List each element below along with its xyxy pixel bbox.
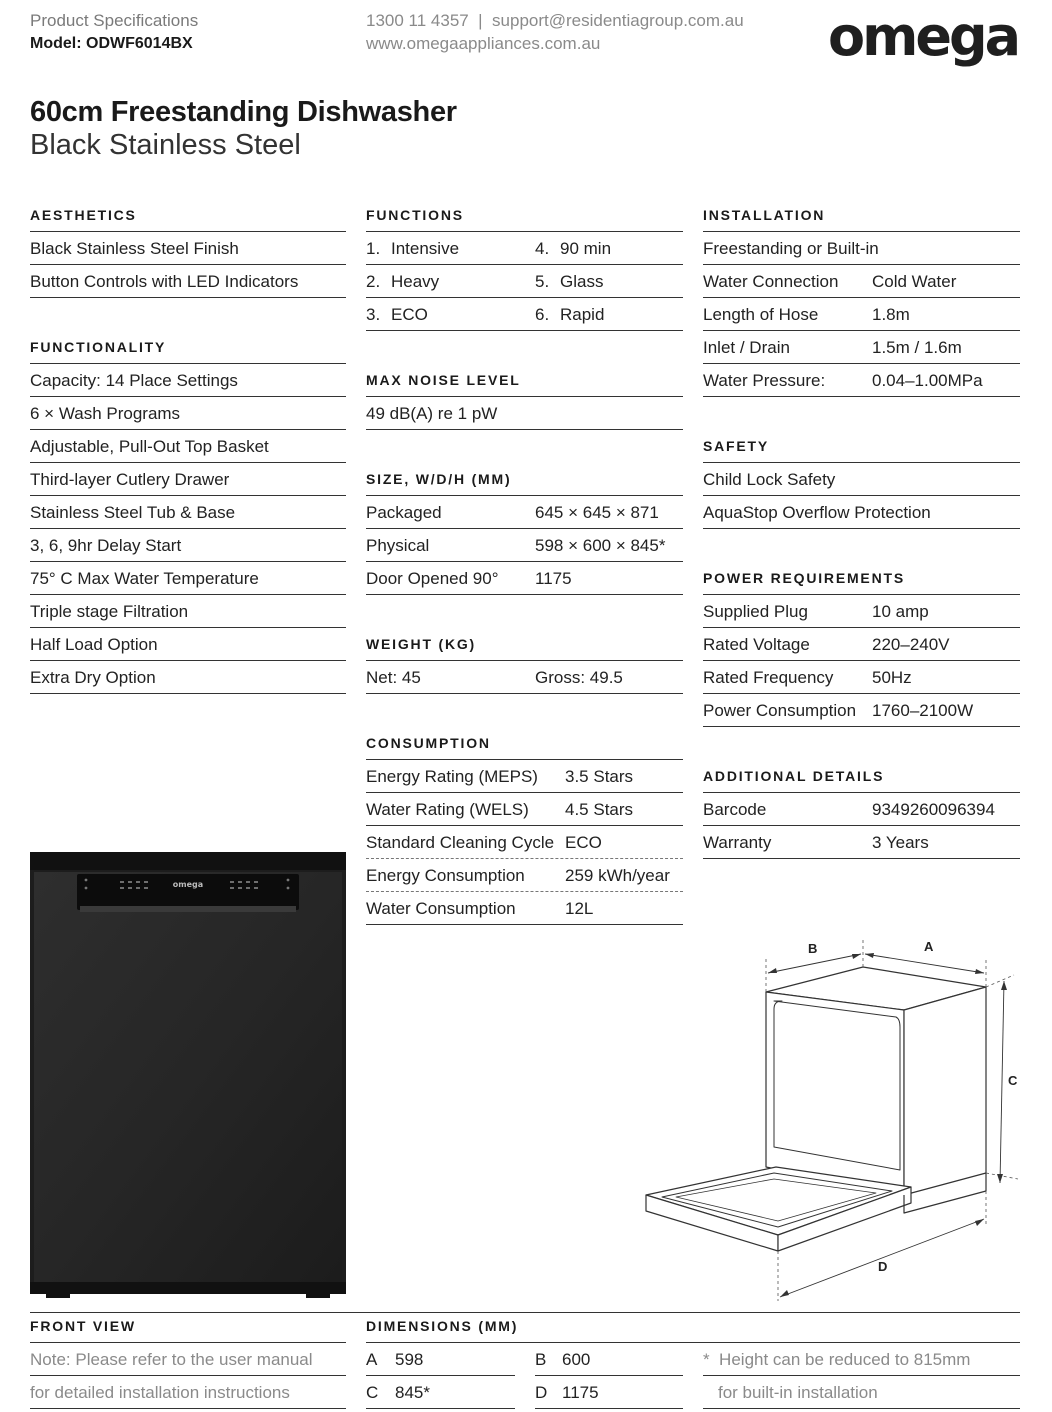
table-row: Net: 45 Gross: 49.5 (366, 661, 683, 694)
noise-heading: MAX NOISE LEVEL (366, 364, 683, 397)
note-line: for detailed installation instructions (30, 1376, 346, 1409)
list-item: Third-layer Cutlery Drawer (30, 463, 346, 496)
list-item: 3, 6, 9hr Delay Start (30, 529, 346, 562)
dim-label-d: D (878, 1259, 888, 1274)
table-row: Water Connection Cold Water (703, 265, 1020, 298)
list-item: Stainless Steel Tub & Base (30, 496, 346, 529)
table-row: 1. Intensive 4. 90 min (366, 232, 683, 265)
list-item: AquaStop Overflow Protection (703, 496, 1020, 529)
dimensions-heading: DIMENSIONS (MM) (366, 1310, 1020, 1343)
table-row: Water Rating (WELS) 4.5 Stars (366, 793, 683, 826)
table-row: C 845* (366, 1376, 515, 1409)
table-row: Standard Cleaning Cycle ECO (366, 826, 683, 859)
front-view-heading: FRONT VIEW (30, 1310, 346, 1343)
list-item: Triple stage Filtration (30, 595, 346, 628)
dimensions-col-a (366, 1343, 515, 1409)
model-number: Model: ODWF6014BX (30, 35, 193, 52)
list-item: Button Controls with LED Indicators (30, 265, 346, 298)
table-row: Water Pressure: 0.04–1.00MPa (703, 364, 1020, 397)
dim-label-b: B (808, 941, 818, 956)
size-heading: SIZE, W/D/H (MM) (366, 463, 683, 496)
functions-heading: FUNCTIONS (366, 199, 683, 232)
dimensions-section (366, 1310, 1020, 1343)
doc-type: Product Specifications (30, 11, 199, 30)
table-row: 2. Heavy 5. Glass (366, 265, 683, 298)
consumption-heading: CONSUMPTION (366, 727, 683, 760)
table-row: 3. ECO 6. Rapid (366, 298, 683, 331)
table-row: Power Consumption 1760–2100W (703, 694, 1020, 727)
table-row: Warranty 3 Years (703, 826, 1020, 859)
dimension-diagram (636, 935, 1036, 1307)
aesthetics-section (30, 199, 346, 694)
note-line: * Height can be reduced to 815mm (703, 1343, 1020, 1376)
panel-brand-logo: omega (172, 880, 204, 889)
list-item: 6 × Wash Programs (30, 397, 346, 430)
front-view-section (30, 1310, 346, 1409)
table-row: A 598 (366, 1343, 515, 1376)
list-item: 75° C Max Water Temperature (30, 562, 346, 595)
table-row: Inlet / Drain 1.5m / 1.6m (703, 331, 1020, 364)
list-item: Half Load Option (30, 628, 346, 661)
note-line: for built-in installation (703, 1376, 1020, 1409)
table-row: Energy Consumption 259 kWh/year (366, 859, 683, 892)
product-title: 60cm Freestanding Dishwasher (30, 96, 457, 128)
dishwasher-front-image (30, 852, 346, 1298)
table-row: B 600 (535, 1343, 683, 1376)
table-row: Rated Voltage 220–240V (703, 628, 1020, 661)
weight-heading: WEIGHT (KG) (366, 628, 683, 661)
installation-section (703, 199, 1020, 859)
table-row: Supplied Plug 10 amp (703, 595, 1020, 628)
list-item: Freestanding or Built-in (703, 232, 1020, 265)
power-heading: POWER REQUIREMENTS (703, 562, 1020, 595)
contact-info: 1300 11 4357 | support@residentiagroup.com.au (366, 11, 744, 30)
table-row: Door Opened 90° 1175 (366, 562, 683, 595)
table-row: Barcode 9349260096394 (703, 793, 1020, 826)
dim-label-a: A (924, 939, 934, 954)
dimensions-footnote (703, 1343, 1020, 1409)
noise-value: 49 dB(A) re 1 pW (366, 397, 683, 430)
functionality-heading: FUNCTIONALITY (30, 331, 346, 364)
table-row: Packaged 645 × 645 × 871 (366, 496, 683, 529)
table-row: Rated Frequency 50Hz (703, 661, 1020, 694)
brand-logo: omega (828, 5, 1019, 68)
note-line: Note: Please refer to the user manual (30, 1343, 346, 1376)
additional-heading: ADDITIONAL DETAILS (703, 760, 1020, 793)
list-item: Capacity: 14 Place Settings (30, 364, 346, 397)
table-row: Physical 598 × 600 × 845* (366, 529, 683, 562)
list-item: Black Stainless Steel Finish (30, 232, 346, 265)
list-item: Child Lock Safety (703, 463, 1020, 496)
aesthetics-heading: AESTHETICS (30, 199, 346, 232)
installation-heading: INSTALLATION (703, 199, 1020, 232)
table-row: D 1175 (535, 1376, 683, 1409)
functions-section (366, 199, 683, 925)
product-subtitle: Black Stainless Steel (30, 129, 301, 161)
dimensions-col-b (535, 1343, 683, 1409)
table-row: Energy Rating (MEPS) 3.5 Stars (366, 760, 683, 793)
dim-label-c: C (1008, 1073, 1018, 1088)
list-item: Extra Dry Option (30, 661, 346, 694)
list-item: Adjustable, Pull-Out Top Basket (30, 430, 346, 463)
table-row: Water Consumption 12L (366, 892, 683, 925)
safety-heading: SAFETY (703, 430, 1020, 463)
table-row: Length of Hose 1.8m (703, 298, 1020, 331)
website-link[interactable]: www.omegaappliances.com.au (366, 34, 601, 53)
